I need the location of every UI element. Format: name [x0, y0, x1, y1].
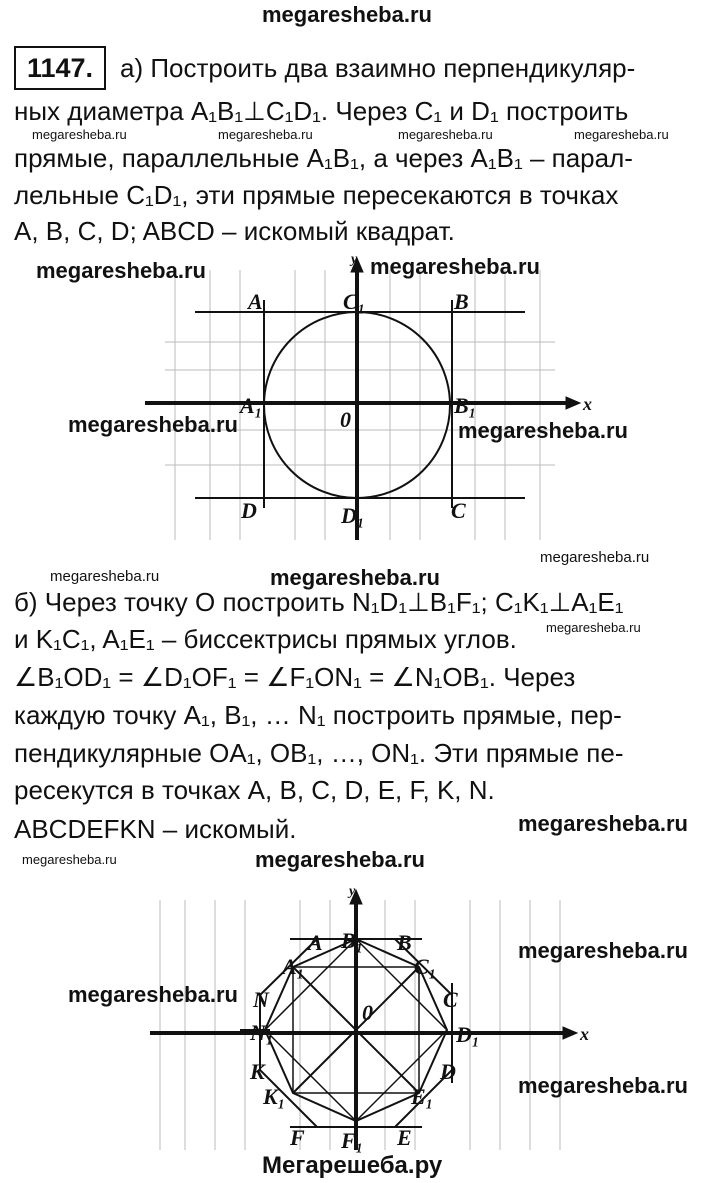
label-a1: A₁	[240, 393, 263, 418]
watermark-small[interactable]: megaresheba.ru	[32, 127, 127, 142]
watermark-bold[interactable]: megaresheba.ru	[36, 258, 206, 283]
watermark-bold[interactable]: megaresheba.ru	[518, 811, 688, 836]
label-b1: B₁	[454, 393, 477, 418]
label-d: D	[241, 498, 257, 523]
label-b: B	[454, 289, 469, 314]
problem-number: 1147.	[14, 46, 106, 90]
watermark-bold[interactable]: megaresheba.ru	[68, 412, 238, 437]
label-k1: K₁	[263, 1084, 286, 1109]
part-b-line-7: ABCDEFKN – искомый.	[14, 814, 297, 844]
part-a-line-2: ных диаметра A₁B₁⊥C₁D₁. Через C₁ и D₁ построить	[14, 96, 629, 126]
part-b-line-5: пендикулярные OA₁, OB₁, …, ON₁. Эти прямые пе-	[14, 738, 624, 768]
label-origin: 0	[362, 1000, 373, 1025]
label-d: D	[440, 1059, 456, 1084]
label-x: x	[583, 394, 592, 414]
watermark-bold[interactable]: megaresheba.ru	[270, 565, 440, 590]
label-d1: D₁	[341, 503, 365, 528]
label-a: A	[308, 930, 323, 955]
label-b: B	[397, 930, 412, 955]
label-n: N	[253, 987, 269, 1012]
label-n1: N₁	[250, 1020, 274, 1045]
part-b-line-3: ∠B₁OD₁ = ∠D₁OF₁ = ∠F₁ON₁ = ∠N₁OB₁. Через	[14, 662, 576, 692]
watermark-bold[interactable]: megaresheba.ru	[68, 982, 238, 1007]
x-axis-arrow	[566, 397, 580, 409]
watermark-bold[interactable]: megaresheba.ru	[458, 418, 628, 443]
watermark-small[interactable]: megaresheba.ru	[398, 127, 493, 142]
watermark-bold[interactable]: megaresheba.ru	[518, 938, 688, 963]
label-c1: C₁	[414, 954, 437, 979]
part-b-line-4: каждую точку A₁, B₁, … N₁ построить прямые, пер-	[14, 700, 622, 730]
watermark-small[interactable]: megaresheba.ru	[540, 549, 650, 566]
label-f: F	[290, 1125, 305, 1150]
watermark-top[interactable]: megaresheba.ru	[262, 2, 432, 27]
watermark-small[interactable]: megaresheba.ru	[50, 568, 160, 585]
label-f1: F₁	[341, 1128, 364, 1153]
label-y: y	[349, 884, 356, 899]
part-b-line-2: и K₁C₁, A₁E₁ – биссектрисы прямых углов.	[14, 624, 517, 654]
label-x: x	[580, 1024, 589, 1044]
watermark-bold[interactable]: megaresheba.ru	[255, 847, 425, 872]
watermark-bold[interactable]: megaresheba.ru	[370, 254, 540, 279]
part-a-line-3: прямые, параллельные A₁B₁, а через A₁B₁ – парал-	[14, 143, 633, 173]
label-c1: C₁	[343, 289, 366, 314]
part-a-line-1: а) Построить два взаимно перпендикуляр-	[120, 53, 636, 83]
label-c: C	[443, 987, 458, 1012]
watermark-small[interactable]: megaresheba.ru	[22, 852, 117, 867]
label-b1: B₁	[341, 928, 364, 953]
x-axis-arrow	[563, 1027, 577, 1039]
label-k: K	[250, 1059, 265, 1084]
part-a-line-4: лельные C₁D₁, эти прямые пересекаются в точках	[14, 180, 619, 210]
label-e: E	[397, 1125, 412, 1150]
label-y: y	[351, 252, 358, 267]
label-d1: D₁	[456, 1022, 480, 1047]
figure-a	[0, 250, 720, 555]
watermark-small[interactable]: megaresheba.ru	[218, 127, 313, 142]
figure-b	[0, 875, 720, 1153]
watermark-small[interactable]: megaresheba.ru	[574, 127, 669, 142]
label-a1: A₁	[282, 954, 305, 979]
label-e1: E₁	[411, 1084, 434, 1109]
part-b-line-6: ресекутся в точках A, B, C, D, E, F, K, N.	[14, 775, 495, 805]
label-a: A	[248, 289, 263, 314]
label-c: C	[451, 498, 466, 523]
label-origin: 0	[340, 407, 351, 432]
footer-brand[interactable]: Мегарешеба.ру	[262, 1152, 443, 1179]
watermark-small[interactable]: megaresheba.ru	[546, 620, 641, 635]
part-a-line-5: A, B, C, D; ABCD – искомый квадрат.	[14, 216, 455, 246]
watermark-bold[interactable]: megaresheba.ru	[518, 1073, 688, 1098]
part-b-line-1: б) Через точку O построить N₁D₁⊥B₁F₁; C₁K₁⊥A₁E₁	[14, 587, 624, 617]
